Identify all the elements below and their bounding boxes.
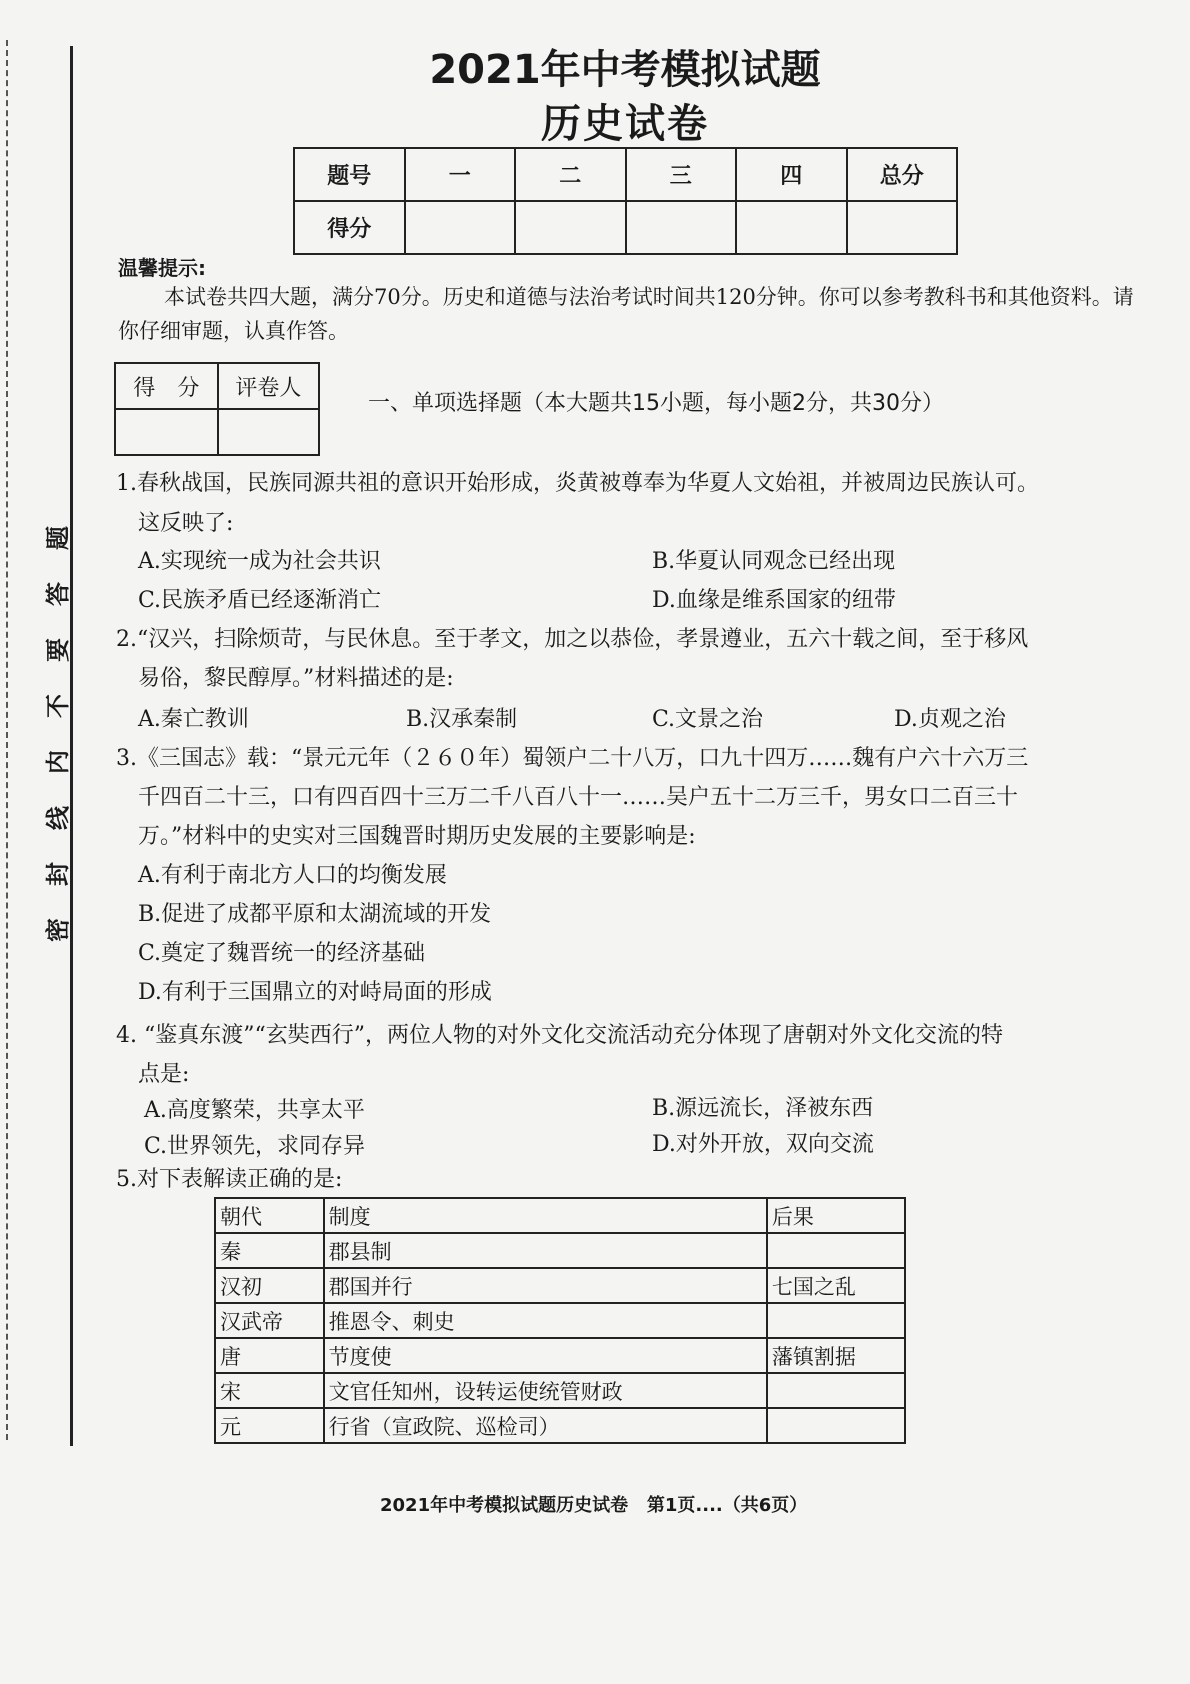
table-header-cell: 制度 — [324, 1198, 767, 1233]
score-table — [293, 147, 958, 255]
seal-char: 答 — [44, 582, 72, 606]
table-row — [215, 1373, 905, 1408]
table-header-cell: 后果 — [767, 1198, 905, 1233]
section-title: 一、单项选择题（本大题共15小题，每小题2分，共30分） — [368, 391, 944, 416]
table-cell: 宋 — [215, 1373, 324, 1408]
tips-title: 温馨提示: — [118, 256, 206, 280]
score-cell: 四 — [736, 148, 847, 201]
table-cell: 秦 — [215, 1233, 324, 1268]
question-1-option-d: D.血缘是维系国家的纽带 — [652, 588, 896, 613]
grader-name-cell — [218, 409, 319, 455]
grader-score-cell — [115, 409, 218, 455]
question-1-line-1: 1.春秋战国，民族同源共祖的意识开始形成，炎黄被尊奉为华夏人文始祖，并被周边民族认可。 — [116, 471, 1039, 496]
table-cell — [767, 1373, 905, 1408]
question-1-line-2: 这反映了: — [138, 511, 234, 536]
seal-char: 封 — [44, 862, 72, 886]
seal-char: 不 — [44, 694, 72, 718]
score-cell: 三 — [626, 148, 737, 201]
table-cell: 推恩令、刺史 — [324, 1303, 767, 1338]
table-cell: 汉武帝 — [215, 1303, 324, 1338]
question-2-line-1: 2.“汉兴，扫除烦苛，与民休息。至于孝文，加之以恭俭，孝景遵业，五六十载之间，至于移风 — [116, 627, 1029, 652]
binding-dashed-line — [6, 40, 8, 1440]
seal-char: 线 — [44, 806, 72, 830]
dynasty-system-table — [214, 1197, 906, 1444]
score-cell — [405, 201, 516, 254]
seal-char: 密 — [44, 918, 72, 942]
question-3-line-2: 千四百二十三，口有四百四十三万二千八百八十一……吴户五十二万三千，男女口二百三十 — [138, 785, 1019, 810]
score-cell: 总分 — [847, 148, 958, 201]
question-4-option-a: A.高度繁荣，共享太平 — [144, 1098, 365, 1123]
table-cell — [767, 1303, 905, 1338]
question-4-line-2: 点是: — [138, 1062, 190, 1087]
score-cell — [847, 201, 958, 254]
question-1-option-c: C.民族矛盾已经逐渐消亡 — [138, 588, 382, 613]
score-cell: 二 — [515, 148, 626, 201]
table-row — [215, 1303, 905, 1338]
question-3-option-a: A.有利于南北方人口的均衡发展 — [138, 863, 447, 888]
table-cell: 节度使 — [324, 1338, 767, 1373]
table-cell: 汉初 — [215, 1268, 324, 1303]
score-table-score-row — [294, 201, 957, 254]
score-cell — [626, 201, 737, 254]
table-cell — [767, 1408, 905, 1443]
table-cell: 唐 — [215, 1338, 324, 1373]
question-3-line-3: 万。”材料中的史实对三国魏晋时期历史发展的主要影响是: — [138, 824, 696, 849]
exam-title: 2021年中考模拟试题 — [429, 47, 821, 93]
score-table-header-row — [294, 148, 957, 201]
table-header-row — [215, 1198, 905, 1233]
table-row — [215, 1408, 905, 1443]
grader-score-label: 得 分 — [115, 363, 218, 409]
table-cell — [767, 1233, 905, 1268]
table-cell: 郡县制 — [324, 1233, 767, 1268]
score-cell: 得分 — [294, 201, 405, 254]
exam-subject: 历史试卷 — [541, 101, 709, 147]
seal-char: 题 — [44, 526, 72, 550]
seal-char: 内 — [44, 750, 72, 774]
question-3-option-c: C.奠定了魏晋统一的经济基础 — [138, 941, 426, 966]
seal-warning — [44, 510, 72, 958]
table-cell: 郡国并行 — [324, 1268, 767, 1303]
question-2-option-d: D.贞观之治 — [894, 707, 1006, 732]
table-cell: 元 — [215, 1408, 324, 1443]
table-cell: 七国之乱 — [767, 1268, 905, 1303]
question-2-option-a: A.秦亡教训 — [138, 707, 249, 732]
table-cell: 文官任知州，设转运使统管财政 — [324, 1373, 767, 1408]
grader-table — [114, 362, 320, 456]
table-cell: 藩镇割据 — [767, 1338, 905, 1373]
question-3-option-b: B.促进了成都平原和太湖流域的开发 — [138, 902, 492, 927]
question-2-line-2: 易俗，黎民醇厚。”材料描述的是: — [138, 666, 454, 691]
seal-char: 要 — [44, 638, 72, 662]
score-cell: 一 — [405, 148, 516, 201]
question-4-option-b: B.源远流长，泽被东西 — [652, 1096, 874, 1121]
grader-name-label: 评卷人 — [218, 363, 319, 409]
question-4-option-c: C.世界领先，求同存异 — [144, 1134, 366, 1159]
question-3-option-d: D.有利于三国鼎立的对峙局面的形成 — [138, 980, 492, 1005]
question-3-line-1: 3.《三国志》载：“景元元年（２６０年）蜀领户二十八万，口九十四万……魏有户六十六万三 — [116, 746, 1029, 771]
score-cell — [736, 201, 847, 254]
table-cell: 行省（宣政院、巡检司） — [324, 1408, 767, 1443]
table-header-cell: 朝代 — [215, 1198, 324, 1233]
question-1-option-b: B.华夏认同观念已经出现 — [652, 549, 896, 574]
tips-body: 本试卷共四大题，满分70分。历史和道德与法治考试时间共120分钟。你可以参考教科书和其他资料。请你仔细审题，认真作答。 — [118, 285, 1134, 343]
question-2-option-b: B.汉承秦制 — [406, 707, 518, 732]
page-footer: 2021年中考模拟试题历史试卷 第1页....（共6页） — [380, 1495, 808, 1516]
question-4-option-d: D.对外开放，双向交流 — [652, 1132, 874, 1157]
question-4-line-1: 4. “鉴真东渡”“玄奘西行”，两位人物的对外文化交流活动充分体现了唐朝对外文化交流的特 — [116, 1023, 1003, 1048]
question-5-line-1: 5.对下表解读正确的是: — [116, 1167, 343, 1192]
table-row — [215, 1233, 905, 1268]
question-2-option-c: C.文景之治 — [652, 707, 764, 732]
question-1-option-a: A.实现统一成为社会共识 — [138, 549, 381, 574]
score-cell: 题号 — [294, 148, 405, 201]
table-row — [215, 1338, 905, 1373]
table-row — [215, 1268, 905, 1303]
score-cell — [515, 201, 626, 254]
